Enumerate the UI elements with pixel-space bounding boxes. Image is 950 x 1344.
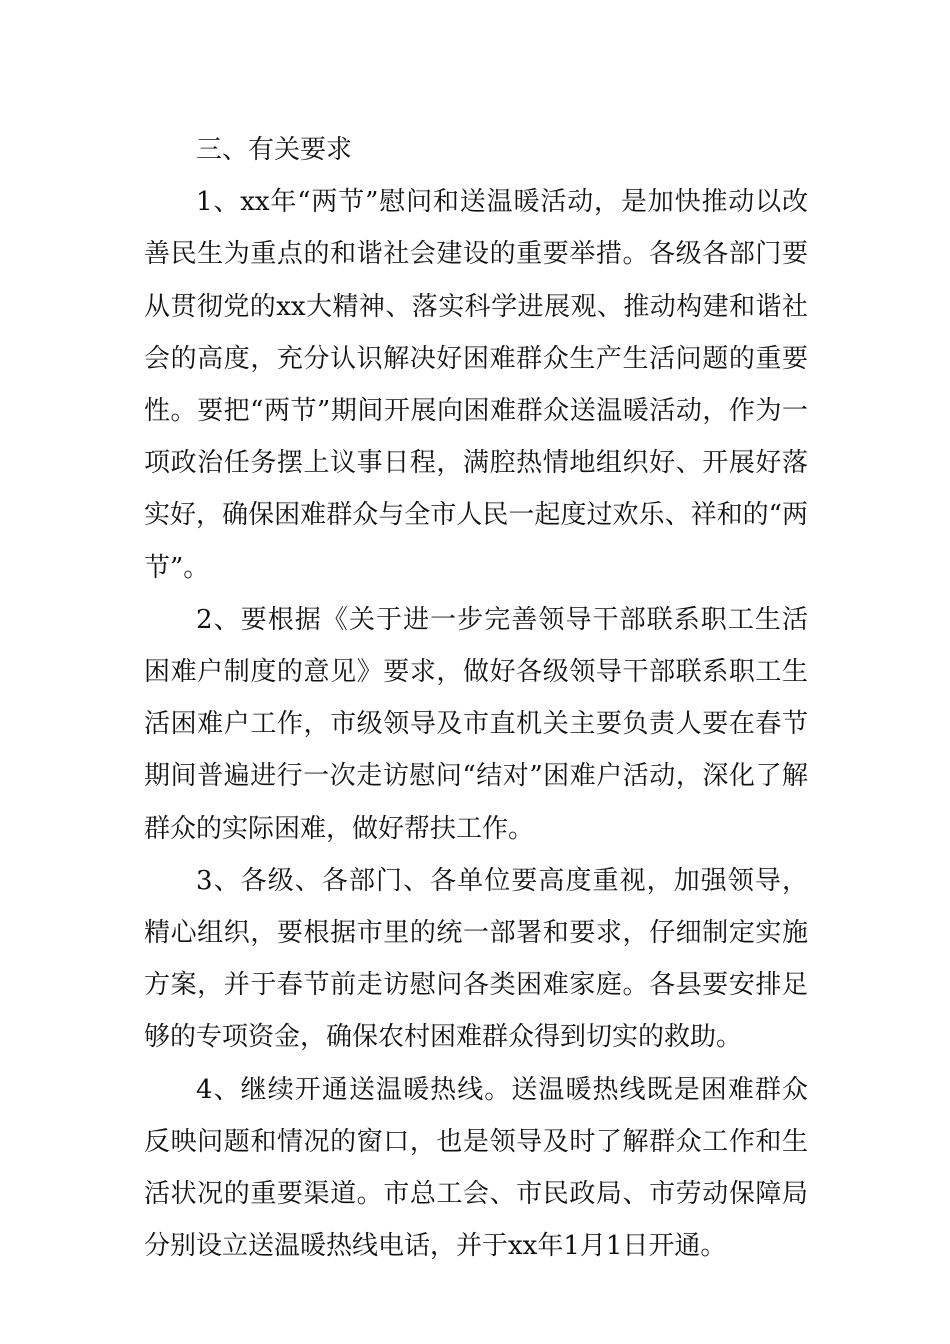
section-heading: 三、有关要求 bbox=[196, 135, 353, 165]
document-body bbox=[144, 124, 808, 1272]
paragraph-3: 3、各级、各部门、各单位要高度重视，加强领导，精心组织，要根据市里的统一部署和要求，仔细制定实施方案，并于春节前走访慰问各类困难家庭。各县要安排足够的专项资金，确保农村困难群众得到切实的救助。 bbox=[144, 865, 808, 1053]
paragraph-2: 2、要根据《关于进一步完善领导干部联系职工生活困难户制度的意见》要求，做好各级领导干部联系职工生活困难户工作，市级领导及市直机关主要负责人要在春节期间普遍进行一次走访慰问“结对”困难户活动，深化了解群众的实际困难，做好帮扶工作。 bbox=[144, 604, 808, 844]
paragraph-4: 4、继续开通送温暖热线。送温暖热线既是困难群众反映问题和情况的窗口，也是领导及时了解群众工作和生活状况的重要渠道。市总工会、市民政局、市劳动保障局分别设立送温暖热线电话，并于xx年1月1日开通。 bbox=[144, 1074, 808, 1262]
paragraph-1: 1、xx年“两节”慰问和送温暖活动，是加快推动以改善民生为重点的和谐社会建设的重要举措。各级各部门要从贯彻党的xx大精神、落实科学进展观、推动构建和谐社会的高度，充分认识解决好困难群众生产生活问题的重要性。要把“两节”期间开展向困难群众送温暖活动，作为一项政治任务摆上议事日程，满腔热情地组织好、开展好落实好，确保困难群众与全市人民一起度过欢乐、祥和的“两节”。 bbox=[144, 187, 808, 583]
